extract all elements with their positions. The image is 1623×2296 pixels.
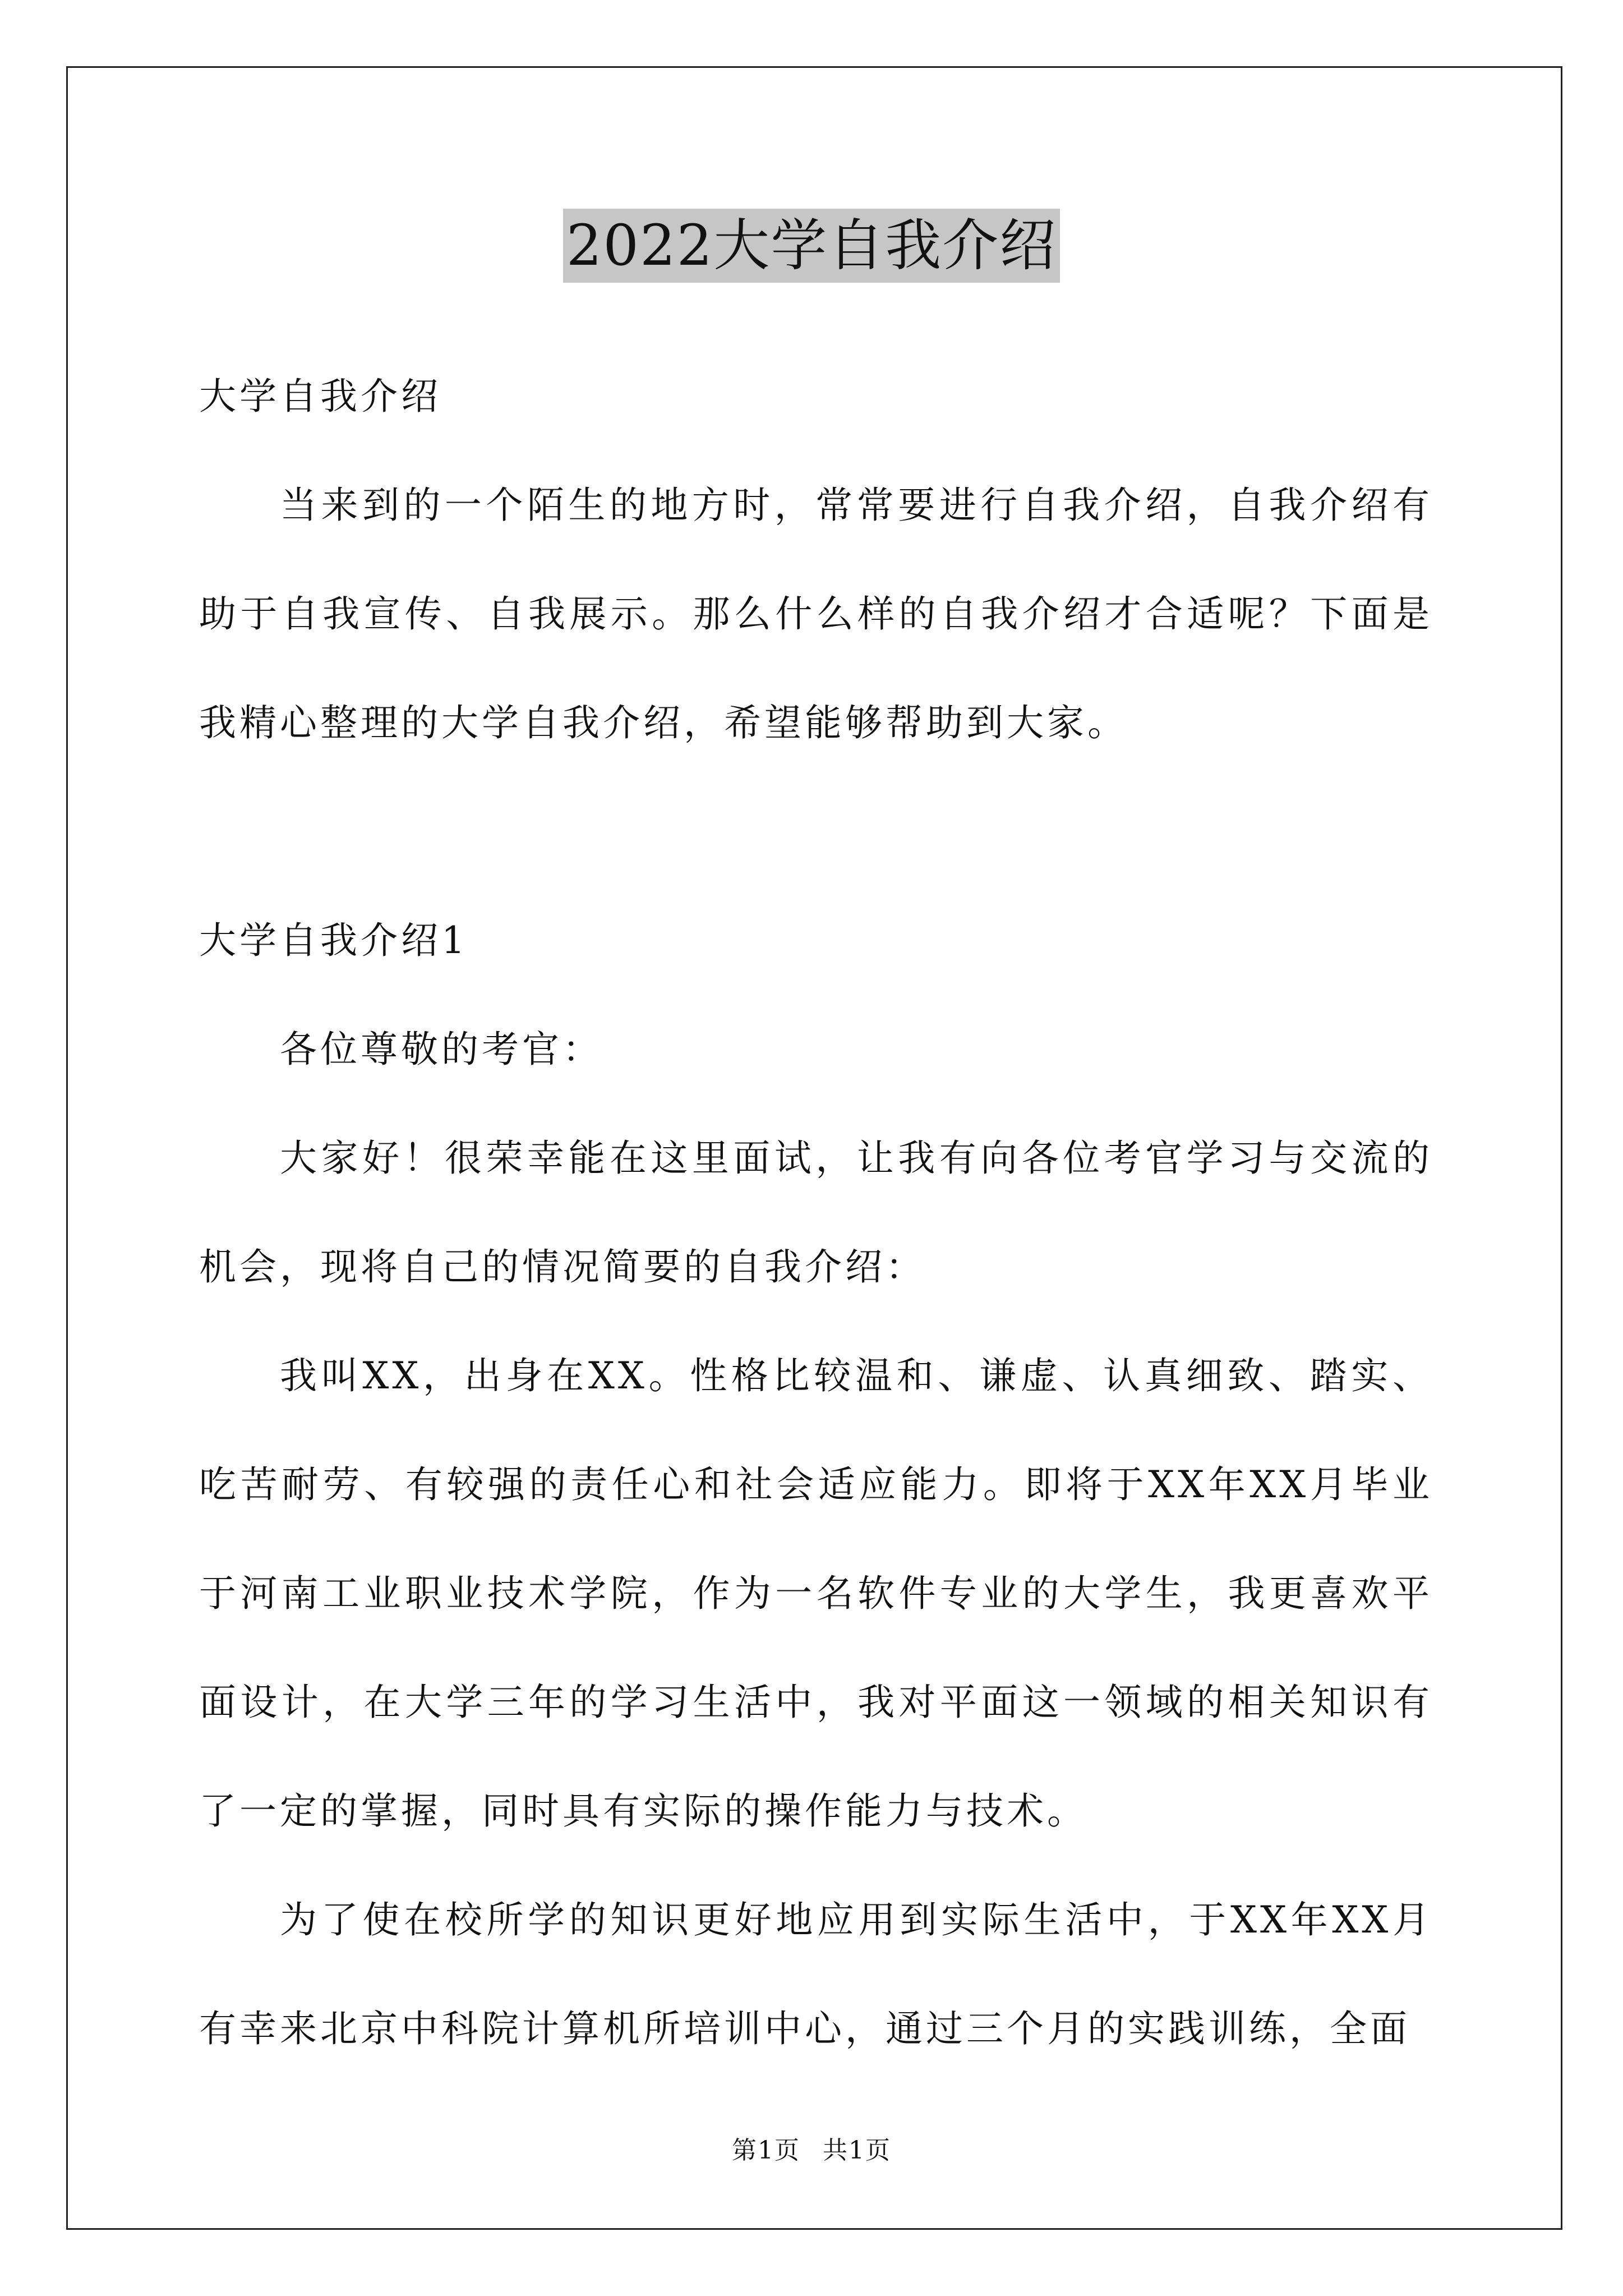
heading-intro: 大学自我介绍 (199, 375, 441, 418)
paragraph-3: 为了使在校所学的知识更好地应用到实际生活中，于XX年XX月有幸来北京中科院计算机所培训中心，通过三个月的实践训练，全面 (199, 1898, 1433, 2050)
title-container (0, 209, 1623, 283)
intro-paragraph: 当来到的一个陌生的地方时，常常要进行自我介绍，自我介绍有助于自我宣传、自我展示。那么什么样的自我介绍才合适呢？下面是我精心整理的大学自我介绍，希望能够帮助到大家。 (199, 484, 1433, 744)
paragraph-2: 我叫XX，出身在XX。性格比较温和、谦虚、认真细致、踏实、吃苦耐劳、有较强的责任心和社会适应能力。即将于XX年XX月毕业于河南工业职业技术学院，作为一名软件专业的大学生，我更喜欢平面设计，在大学三年的学习生活中，我对平面这一领域的相关知识有了一定的掌握，同时具有实际的操作能力与技术。 (199, 1354, 1433, 1833)
heading-section-1: 大学自我介绍1 (199, 919, 468, 962)
paragraph-1: 大家好！很荣幸能在这里面试，让我有向各位考官学习与交流的机会，现将自己的情况简要的自我介绍： (199, 1137, 1433, 1289)
document-body (199, 342, 1433, 2083)
page-footer (0, 2130, 1623, 2166)
section-spacer (199, 777, 1433, 886)
salutation: 各位尊敬的考官： (280, 1028, 603, 1071)
document-title[interactable]: 2022大学自我介绍 (563, 209, 1061, 283)
page-number: 第1页 (732, 2136, 800, 2165)
page-total: 共1页 (823, 2136, 891, 2165)
